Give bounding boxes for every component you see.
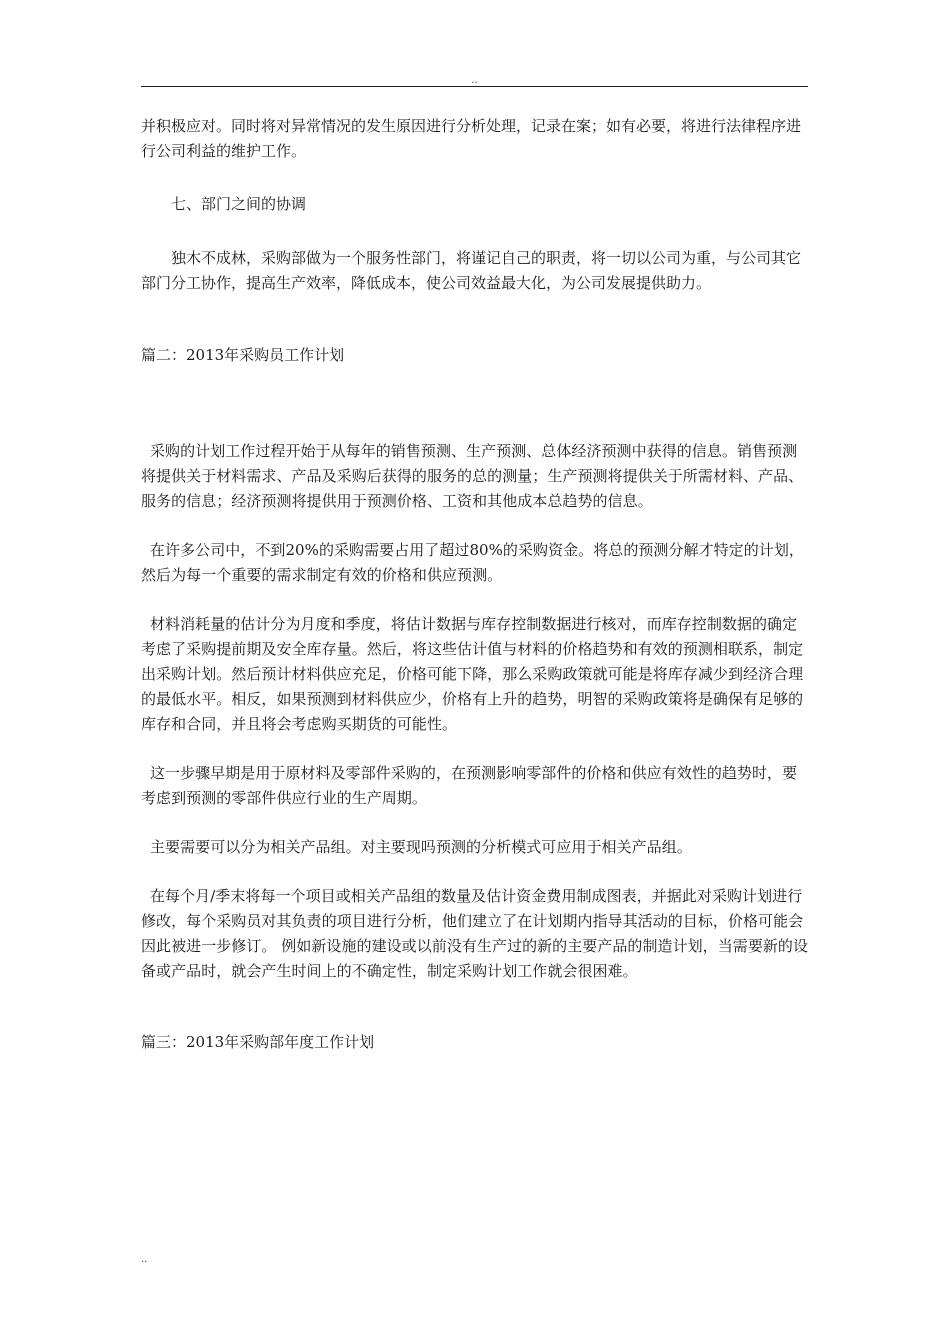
- paragraph-planning-process: 采购的计划工作过程开始于从每年的销售预测、生产预测、总体经济预测中获得的信息。销售预测将提供关于材料需求、产品及采购后获得的服务的总的测量；生产预测将提供关于所需材料、产品、服务的信息；经济预测将提供用于预测价格、工资和其他成本总趋势的信息。: [141, 442, 804, 510]
- paragraph-exception-handling: 并积极应对。同时将对异常情况的发生原因进行分析处理，记录在案；如有必要，将进行法律程序进行公司利益的维护工作。: [141, 117, 802, 160]
- paragraph-pareto: 在许多公司中，不到20%的采购需要占用了超过80%的采购资金。将总的预测分解才特定的计划，然后为每一个重要的需求制定有效的价格和供应预测。: [141, 541, 804, 584]
- paragraph-material-consumption: 材料消耗量的估计分为月度和季度，将估计数据与库存控制数据进行核对，而库存控制数据的确定考虑了采购提前期及安全库存量。然后，将这些估计值与材料的价格趋势和有效的预测相联系，制定出采购计划。然后预计材料供应充足，价格可能下降，那么采购政策就可能是将库存减少到经济合理的最低水平。相反，如果预测到材料供应少，价格有上升的趋势，明智的采购政策将是确保有足够的库存和合同，并且将会考虑购买期货的可能性。: [141, 615, 804, 733]
- article-title-3: 篇三：2013年采购部年度工作计划: [141, 1033, 375, 1051]
- paragraph-product-groups: 主要需要可以分为相关产品组。对主要现吗预测的分析模式可应用于相关产品组。: [150, 838, 692, 856]
- page-header: [141, 76, 808, 87]
- paragraph-coordination: 独木不成林，采购部做为一个服务性部门，将谨记自己的职责，将一切以公司为重，与公司其它部门分工协作，提高生产效率，降低成本，使公司效益最大化，为公司发展提供助力。: [141, 249, 802, 292]
- section-heading-coordination: 七、部门之间的协调: [171, 195, 307, 213]
- document-body: [141, 114, 811, 1055]
- article-title-2: 篇二：2013年采购员工作计划: [141, 346, 345, 364]
- paragraph-monthly-review: 在每个月/季末将每一个项目或相关产品组的数量及估计资金费用制成图表，并据此对采购计划进行修改，每个采购员对其负责的项目进行分析，他们建立了在计划期内指导其活动的目标，价格可能会因此被进一步修订。 例如新设施的建设或以前没有生产过的新的主要产品的制造计划，当需要新的设备或产品时，就会产生时间上的不确定性，制定采购计划工作就会很困难。: [141, 887, 809, 980]
- header-marker: ..: [471, 75, 478, 86]
- footer-marker: ..: [141, 1254, 148, 1265]
- paragraph-early-step: 这一步骤早期是用于原材料及零部件采购的，在预测影响零部件的价格和供应有效性的趋势时，要考虑到预测的零部件供应行业的生产周期。: [141, 764, 798, 807]
- page-footer: [141, 1254, 147, 1265]
